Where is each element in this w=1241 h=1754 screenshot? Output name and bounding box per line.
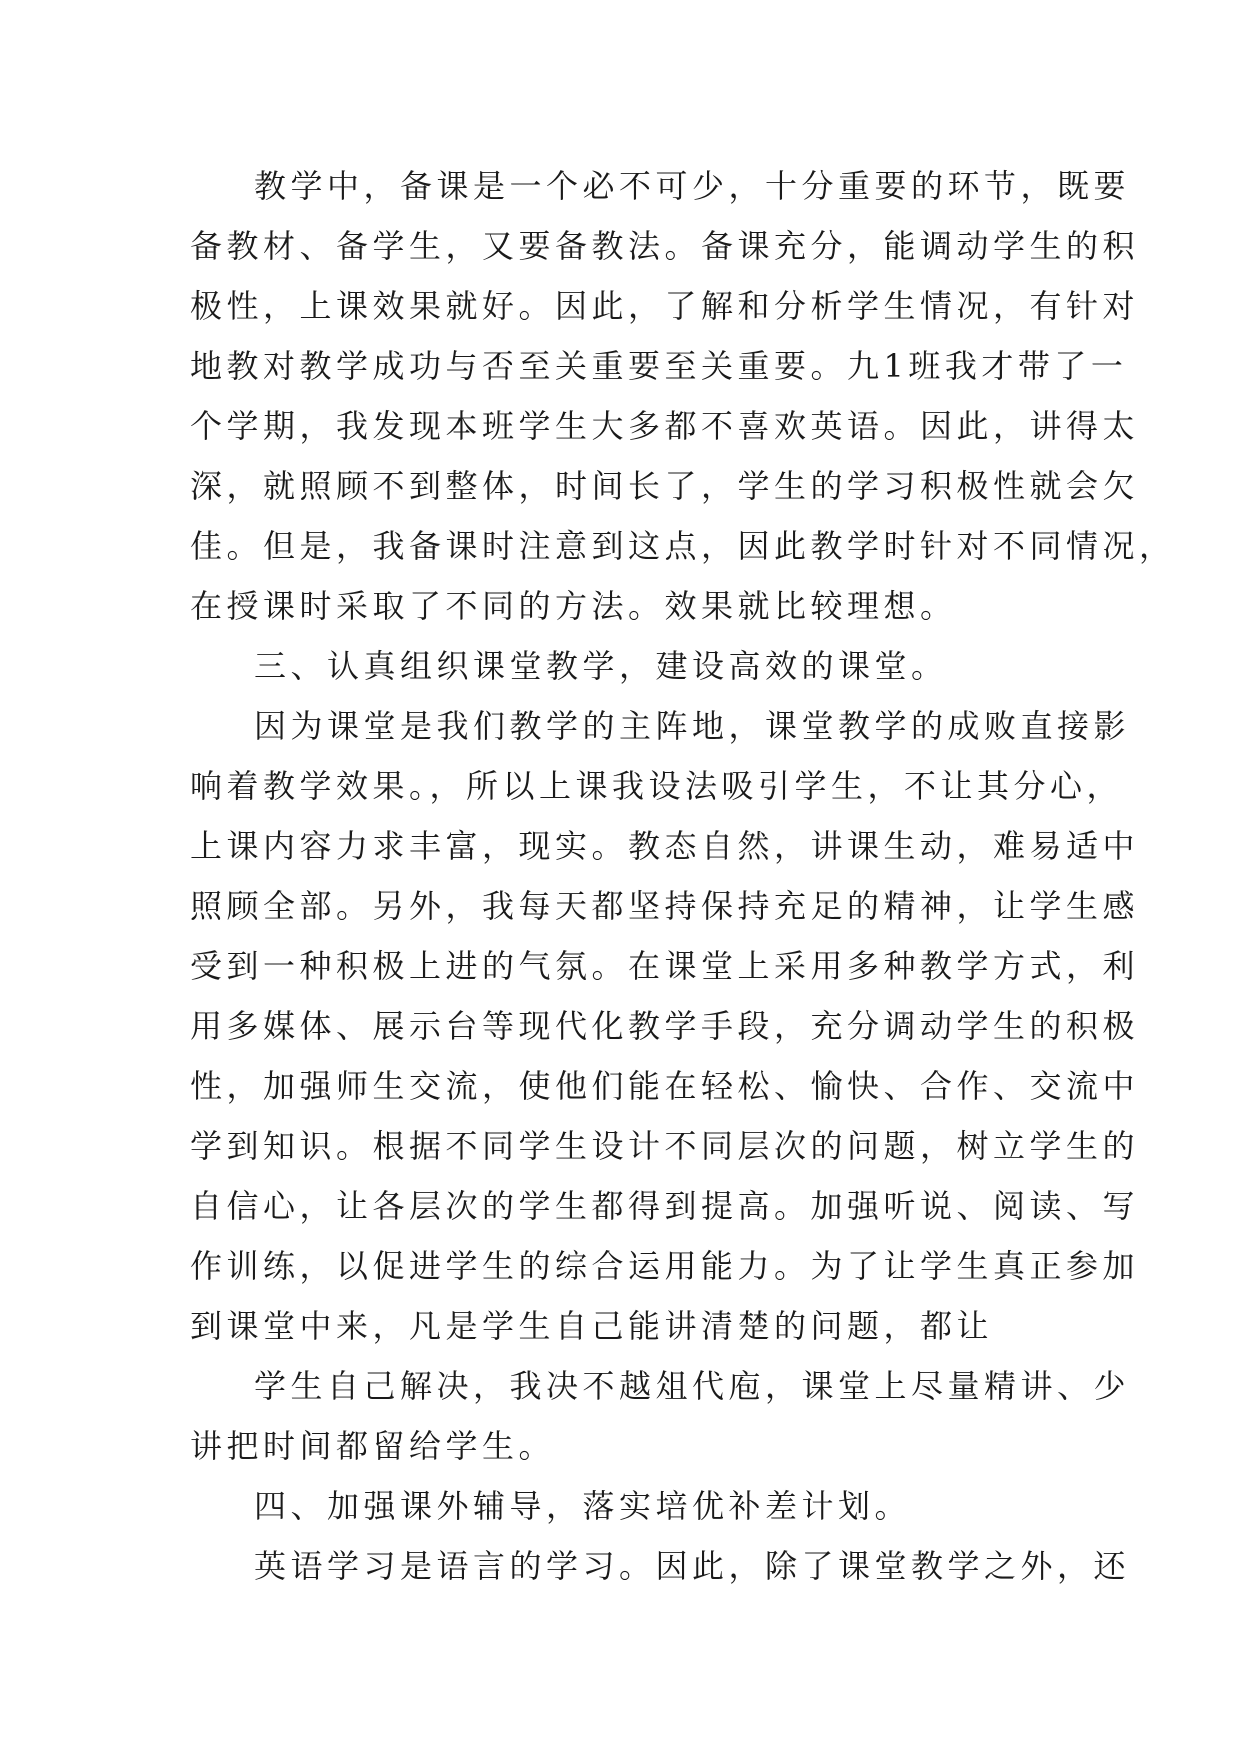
text-line: 在授课时采取了不同的方法。效果就比较理想。 [190,587,957,625]
document-body [190,156,1176,1596]
section-heading: 三、认真组织课堂教学，建设高效的课堂。 [254,647,948,685]
text-line: 学到知识。根据不同学生设计不同层次的问题，树立学生的 [190,1127,1140,1165]
text-line: 因为课堂是我们教学的主阵地，课堂教学的成败直接影 [254,707,1131,745]
text-line: 地教对教学成功与否至关重要至关重要。九1班我才带了一 [190,347,1128,385]
text-line: 佳。但是，我备课时注意到这点，因此教学时针对不同情况， [190,527,1176,565]
text-line: 学生自己解决，我决不越俎代庖，课堂上尽量精讲、少 [254,1367,1131,1405]
text-line: 性，加强师生交流，使他们能在轻松、愉快、合作、交流中 [190,1067,1140,1105]
text-line: 极性，上课效果就好。因此，了解和分析学生情况，有针对 [190,287,1140,325]
text-line: 讲把时间都留给学生。 [190,1427,556,1465]
text-line: 响着教学效果。，所以上课我设法吸引学生，不让其分心， [190,767,1124,805]
text-line: 深，就照顾不到整体，时间长了，学生的学习积极性就会欠 [190,467,1140,505]
text-line: 自信心，让各层次的学生都得到提高。加强听说、阅读、写 [190,1187,1140,1225]
text-line: 个学期，我发现本班学生大多都不喜欢英语。因此，讲得太 [190,407,1140,445]
text-line: 作训练，以促进学生的综合运用能力。为了让学生真正参加 [190,1247,1140,1285]
text-line: 照顾全部。另外，我每天都坚持保持充足的精神，让学生感 [190,887,1140,925]
text-line: 上课内容力求丰富，现实。教态自然，讲课生动，难易适中 [190,827,1140,865]
text-line: 备教材、备学生，又要备教法。备课充分，能调动学生的积 [190,227,1140,265]
text-line: 英语学习是语言的学习。因此，除了课堂教学之外，还 [254,1547,1131,1585]
section-heading: 四、加强课外辅导，落实培优补差计划。 [254,1487,912,1525]
text-line: 受到一种积极上进的气氛。在课堂上采用多种教学方式，利 [190,947,1140,985]
text-line: 到课堂中来，凡是学生自己能讲清楚的问题，都让 [190,1307,994,1345]
text-line: 教学中，备课是一个必不可少，十分重要的环节，既要 [254,167,1131,205]
text-line: 用多媒体、展示台等现代化教学手段，充分调动学生的积极 [190,1007,1140,1045]
